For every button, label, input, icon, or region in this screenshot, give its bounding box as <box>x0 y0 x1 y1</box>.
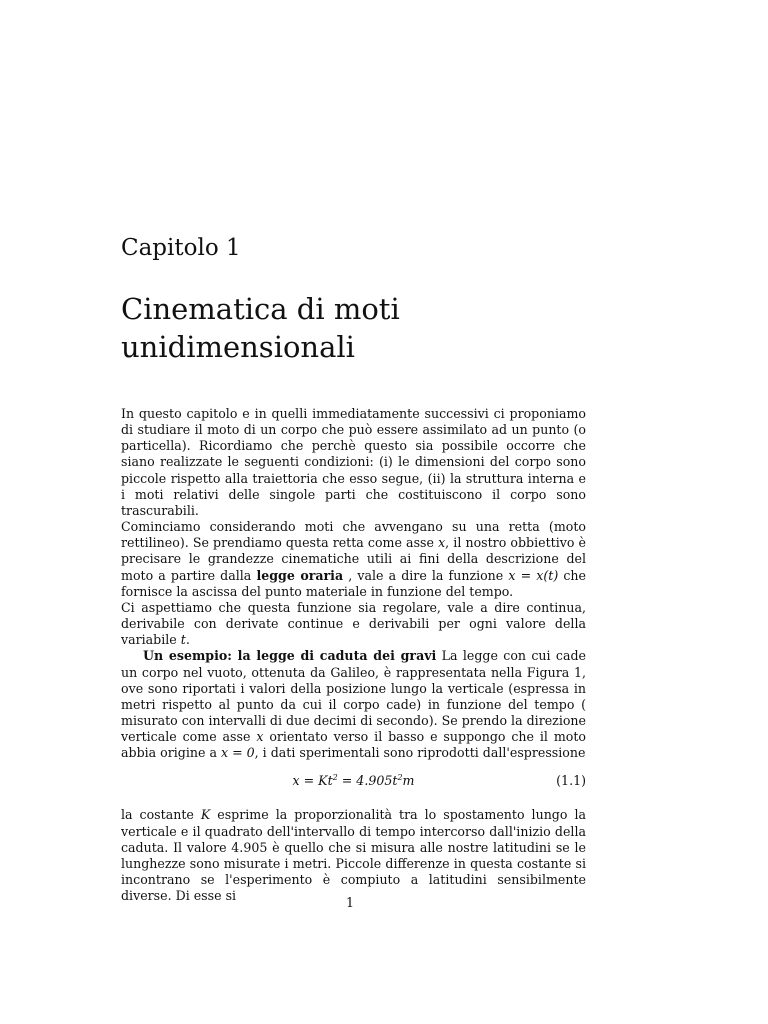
text-run: . <box>185 632 190 648</box>
equation-exponent: 2 <box>332 773 338 783</box>
text-run: la costante <box>121 807 201 823</box>
text-run: orientato verso il basso e suppongo che il moto abbia origine a <box>121 729 586 761</box>
math-function: x = x(t) <box>508 567 559 583</box>
text-run: , i dati sperimentali sono riprodotti dall'espressione <box>254 745 586 761</box>
text-run: , il nostro obbiettivo è precisare le grandezze cinematiche utili ai fini della descrizione del moto a partire dalla <box>121 535 586 583</box>
text-run: esprime la proporzionalità tra lo spostamento lungo la verticale e il quadrato dell'intervallo di tempo intercorso dall'inizio della caduta. Il valore 4.905 è quello che si misura alle nostre latitudini se le lunghezze sono misurate i metri. Piccole differenze in questa costante si incontrano se l'esperimento è compiuto a latitudini sensibilmente diverse. Di esse si <box>121 807 586 904</box>
chapter-title <box>121 290 591 366</box>
term-legge-oraria: legge oraria <box>256 567 344 583</box>
text-run: Ci aspettiamo che questa funzione sia regolare, vale a dire continua, derivabile con derivate continue e derivabili per ogni valore della variabile <box>121 599 586 648</box>
math-x: x <box>256 729 264 745</box>
page-number: 1 <box>345 895 354 910</box>
body-text <box>121 406 586 904</box>
text-run: Cominciamo considerando moti che avvengano su una retta (moto rettilineo). Se prendiamo questa retta come asse <box>121 519 586 551</box>
text-run: La legge con cui cade un corpo nel vuoto, ottenuta da Galileo, è rappresentata nella Figura 1, ove sono riportati i valori della posizione lungo la verticale (espressa in metri rispetto al punto da cui il corpo cade) in funzione del tempo ( misurato con intervalli di due decimi di secondo). Se prendo la direzione verticale come asse <box>121 648 586 745</box>
math-x: x <box>438 535 446 551</box>
paragraph-intro: In questo capitolo e in quelli immediatamente successivi ci proponiamo di studiare il moto di un corpo che può essere assimilato ad un punto (o particella). Ricordiamo che perchè questo sia possibile occorre che siano realizzate le seguenti condizioni: (i) le dimensioni del corpo sono piccole rispetto alla traiettoria che esso segue, (ii) la struttura interna e i moti relativi delle singole parti che costituiscono il corpo sono trascurabili. <box>121 406 586 518</box>
text-run: che fornisce la ascissa del punto materiale in funzione del tempo. <box>121 567 586 599</box>
equation-middle: = 4.905t <box>337 773 398 789</box>
equation-unit: m <box>402 773 415 789</box>
chapter-label: Capitolo 1 <box>121 235 241 261</box>
chapter-title-line-2: unidimensionali <box>121 330 355 364</box>
example-heading: Un esempio: la legge di caduta dei gravi <box>143 648 437 664</box>
math-K: K <box>200 807 211 823</box>
chapter-title-line-1: Cinematica di moti <box>121 292 400 326</box>
math-t: t <box>180 632 186 648</box>
equation-1-1 <box>121 773 586 797</box>
equation-lhs: x = Kt <box>292 773 333 789</box>
equation-number: (1.1) <box>556 773 586 789</box>
math-x-equals-zero: x = 0 <box>220 745 255 761</box>
paragraph-constant <box>121 807 586 904</box>
equation-body <box>293 773 415 789</box>
text-run: , vale a dire la funzione <box>343 567 509 583</box>
paragraph-example <box>121 648 586 761</box>
equation-exponent: 2 <box>397 773 403 783</box>
paragraph-rectilinear-motion <box>121 519 586 600</box>
paragraph-regularity <box>121 600 586 648</box>
